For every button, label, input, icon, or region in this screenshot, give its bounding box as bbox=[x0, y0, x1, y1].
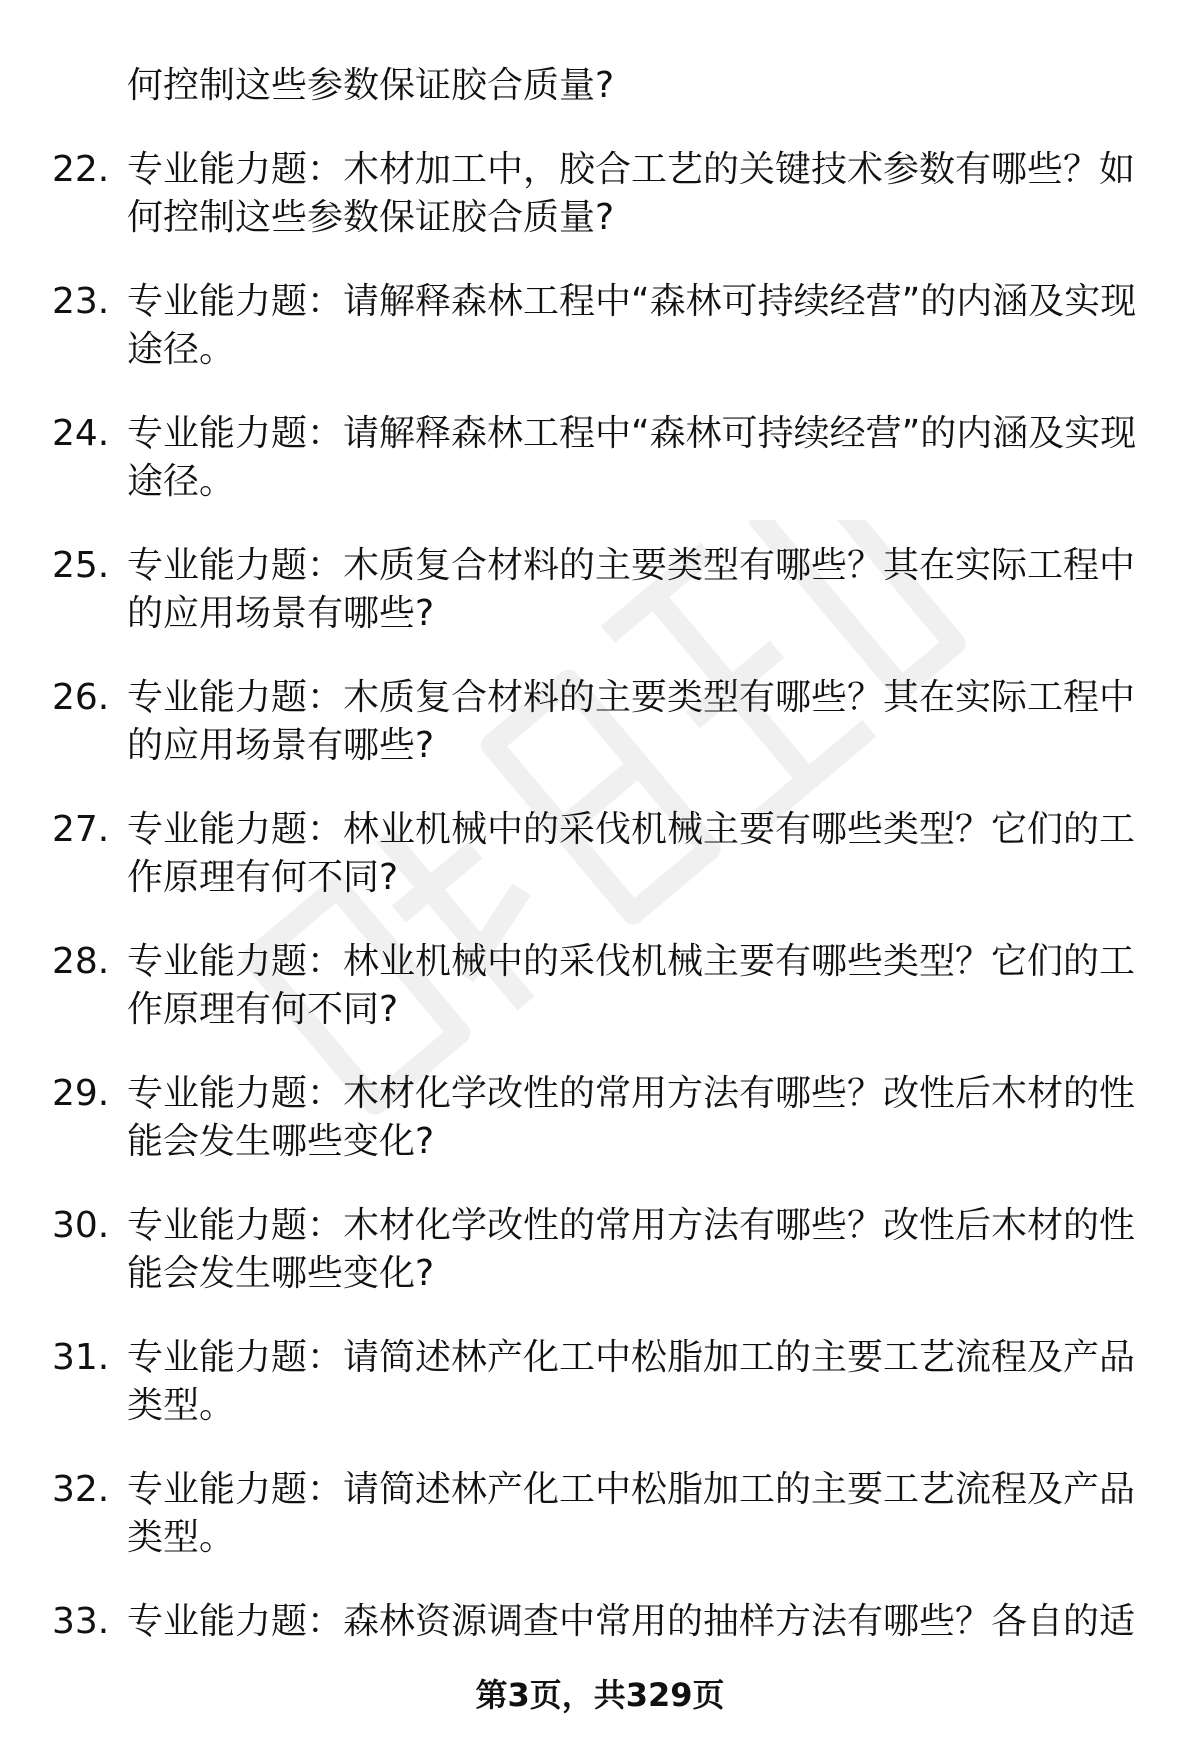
question-text: 专业能力题：请解释森林工程中“森林可持续经营”的内涵及实现途径。 bbox=[127, 281, 1137, 370]
question-text: 专业能力题：木材化学改性的常用方法有哪些？改性后木材的性能会发生哪些变化? bbox=[127, 1073, 1136, 1162]
question-number: 22. bbox=[52, 149, 110, 190]
question-number: 33. bbox=[52, 1601, 110, 1642]
question-number: 29. bbox=[52, 1073, 110, 1114]
question-text: 专业能力题：木材化学改性的常用方法有哪些？改性后木材的性能会发生哪些变化? bbox=[127, 1205, 1136, 1294]
question-number: 31. bbox=[52, 1337, 110, 1378]
question-number: 30. bbox=[52, 1205, 110, 1246]
question-number: 28. bbox=[52, 941, 110, 982]
question-text: 专业能力题：林业机械中的采伐机械主要有哪些类型？它们的工作原理有何不同? bbox=[127, 809, 1136, 898]
page-footer: 第3页，共329页 bbox=[475, 1676, 725, 1714]
continued-question-text: 何控制这些参数保证胶合质量? bbox=[127, 65, 615, 106]
list-item bbox=[0, 410, 1200, 542]
list-item bbox=[0, 542, 1200, 674]
question-list bbox=[0, 146, 1200, 1730]
list-item bbox=[0, 1202, 1200, 1334]
list-item bbox=[0, 938, 1200, 1070]
question-number: 27. bbox=[52, 809, 110, 850]
question-text: 专业能力题：木质复合材料的主要类型有哪些？其在实际工程中的应用场景有哪些? bbox=[127, 677, 1136, 766]
question-number: 25. bbox=[52, 545, 110, 586]
question-number: 24. bbox=[52, 413, 110, 454]
list-item bbox=[0, 146, 1200, 278]
question-number: 23. bbox=[52, 281, 110, 322]
question-text: 专业能力题：请简述林产化工中松脂加工的主要工艺流程及产品类型。 bbox=[127, 1469, 1136, 1558]
list-item bbox=[0, 1334, 1200, 1466]
question-text: 专业能力题：请解释森林工程中“森林可持续经营”的内涵及实现途径。 bbox=[127, 413, 1137, 502]
question-text: 专业能力题：林业机械中的采伐机械主要有哪些类型？它们的工作原理有何不同? bbox=[127, 941, 1136, 1030]
question-number: 26. bbox=[52, 677, 110, 718]
question-number: 32. bbox=[52, 1469, 110, 1510]
list-item bbox=[0, 674, 1200, 806]
list-item bbox=[0, 278, 1200, 410]
list-item bbox=[0, 806, 1200, 938]
list-item bbox=[0, 1070, 1200, 1202]
question-text: 专业能力题：森林资源调查中常用的抽样方法有哪些？各自的适 bbox=[127, 1601, 1136, 1642]
question-text: 专业能力题：木材加工中，胶合工艺的关键技术参数有哪些？如何控制这些参数保证胶合质量? bbox=[127, 149, 1136, 238]
list-item bbox=[0, 1466, 1200, 1598]
question-text: 专业能力题：木质复合材料的主要类型有哪些？其在实际工程中的应用场景有哪些? bbox=[127, 545, 1136, 634]
question-text: 专业能力题：请简述林产化工中松脂加工的主要工艺流程及产品类型。 bbox=[127, 1337, 1136, 1426]
